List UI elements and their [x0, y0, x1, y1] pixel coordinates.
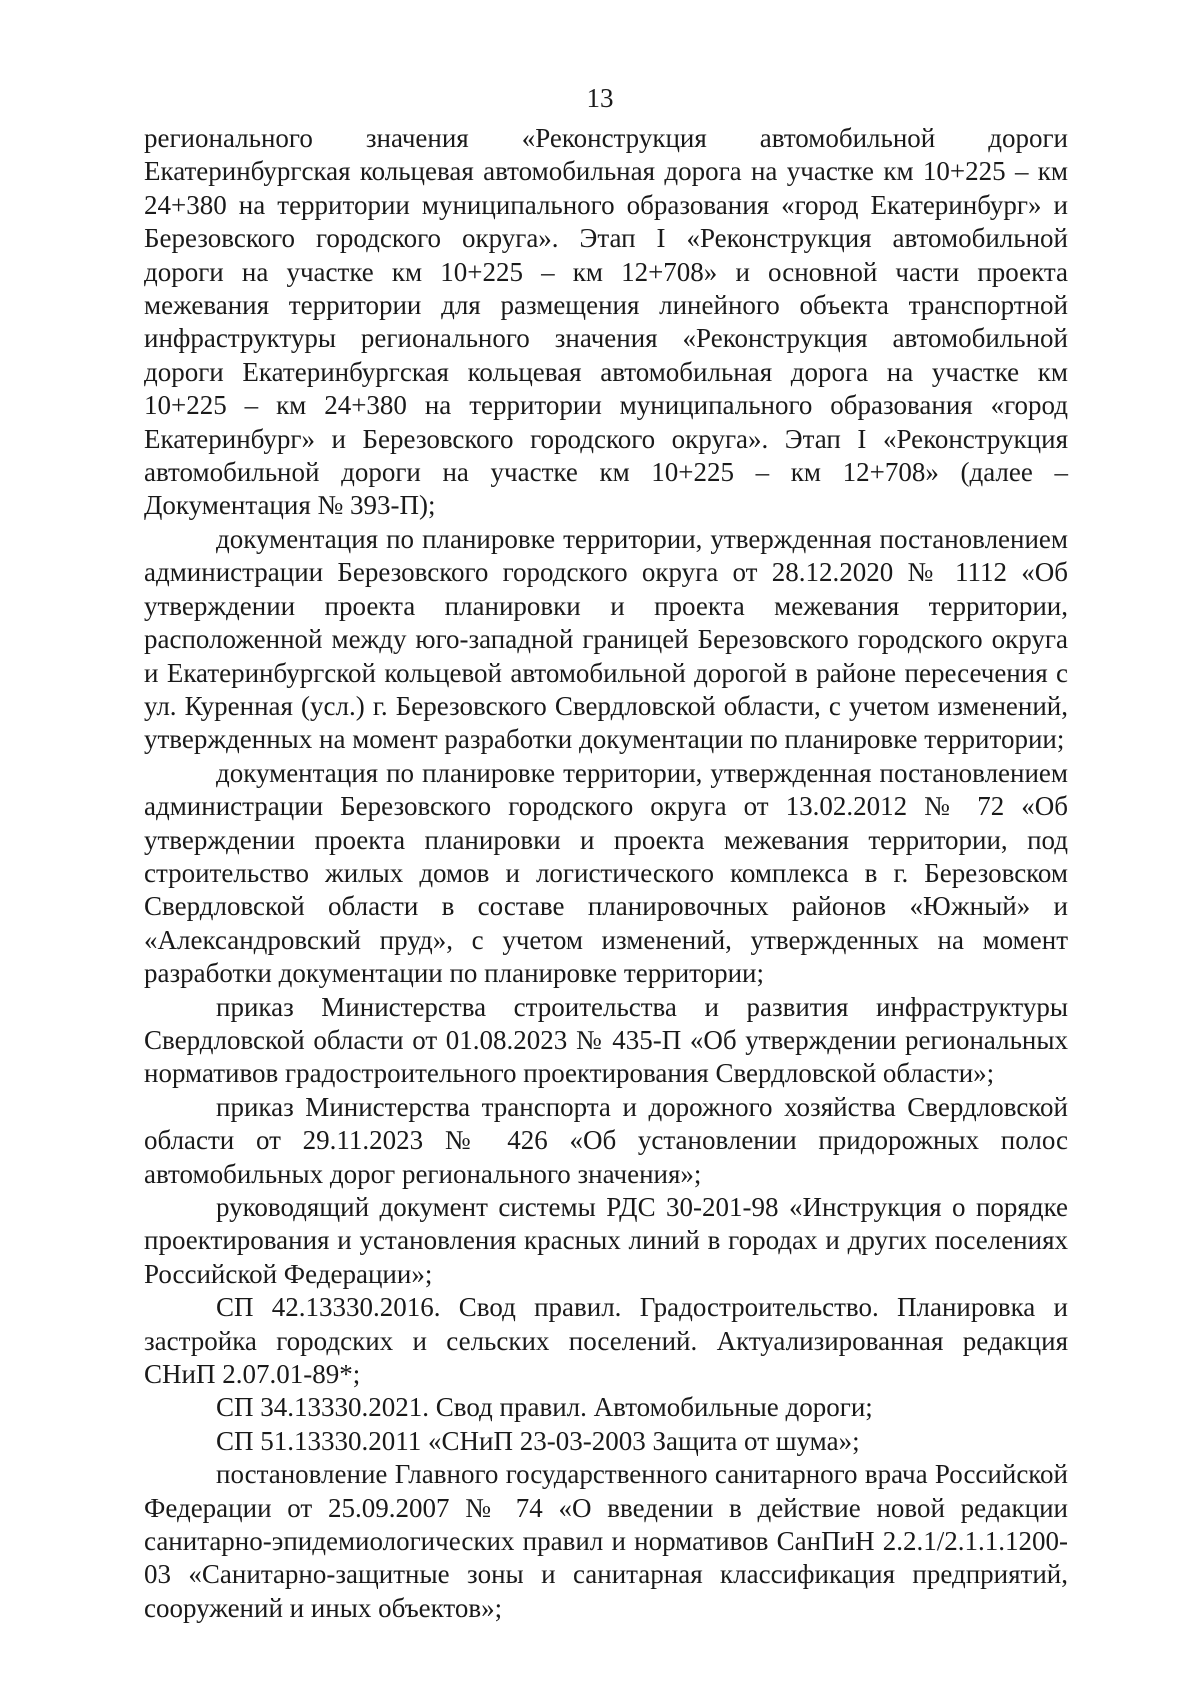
paragraph-rds-30-201-98: руководящий документ системы РДС 30-201-98 «Инструкция о порядке проектирования и установления красных линий в городах и других поселениях Российской Федерации»;: [144, 1192, 1068, 1289]
paragraph-order-426: приказ Министерства транспорта и дорожного хозяйства Свердловской области от 29.11.2023 № 426 «Об установлении придорожных полос автомобильных дорог регионального значения»;: [144, 1091, 1068, 1189]
paragraph-order-435: приказ Министерства строительства и развития инфраструктуры Свердловской области от 01.08.2023 № 435-П «Об утверждении региональных нормативов градостроительного проектирования Свердловской области»;: [144, 991, 1068, 1089]
paragraph-sanpin-resolution: постановление Главного государственного санитарного врача Российской Федерации от 25.09.2007 № 74 «О введении в действие новой редакции санитарно-эпидемиологических правил и нормативов СанПиН 2.2.1/2.1.1.1200-03 «Санитарно-защитные зоны и санитарная классификация предприятий, сооружений и иных объектов»;: [144, 1459, 1068, 1623]
paragraph-sp-34: СП 34.13330.2021. Свод правил. Автомобильные дороги;: [216, 1392, 873, 1423]
paragraph-sp-51: СП 51.13330.2011 «СНиП 23-03-2003 Защита от шума»;: [216, 1425, 860, 1456]
paragraph-documentation-1112: документация по планировке территории, утвержденная постановлением администрации Березовского городского округа от 28.12.2020 № 1112 «Об утверждении проекта планировки и проекта межевания территории, расположенной между юго-западной границей Березовского городского округа и Екатеринбургской кольцевой автомобильной дорогой в районе пересечения с ул. Куренная (усл.) г. Березовского Свердловской области, с учетом изменений, утвержденных на момент разработки документации по планировке территории;: [144, 523, 1068, 755]
paragraph-continued-documentation-393: регионального значения «Реконструкция автомобильной дороги Екатеринбургская кольцевая автомобильная дорога на участке км 10+225 – км 24+380 на территории муниципального образования «город Екатеринбург» и Березовского городского округа». Этап I «Реконструкция автомобильной дороги на участке км 10+225 – км 12+708» и основной части проекта межевания территории для размещения линейного объекта транспортной инфраструктуры регионального значения «Реконструкция автомобильной дороги Екатеринбургская кольцевая автомобильная дорога на участке км 10+225 – км 24+380 на территории муниципального образования «город Екатеринбург» и Березовского городского округа». Этап I «Реконструкция автомобильной дороги на участке км 10+225 – км 12+708» (далее – Документация № 393-П);: [144, 123, 1068, 521]
document-body: [144, 122, 1068, 1625]
paragraph-documentation-72: документация по планировке территории, утвержденная постановлением администрации Березовского городского округа от 13.02.2012 № 72 «Об утверждении проекта планировки и проекта межевания территории, под строительство жилых домов и логистического комплекса в г. Березовском Свердловской области в составе планировочных районов «Южный» и «Александровский пруд», с учетом изменений, утвержденных на момент разработки документации по планировке территории;: [144, 757, 1068, 989]
paragraph-sp-42: СП 42.13330.2016. Свод правил. Градостроительство. Планировка и застройка городских и сельских поселений. Актуализированная редакция СНиП 2.07.01-89*;: [144, 1292, 1068, 1390]
page-number: 13: [586, 83, 614, 113]
